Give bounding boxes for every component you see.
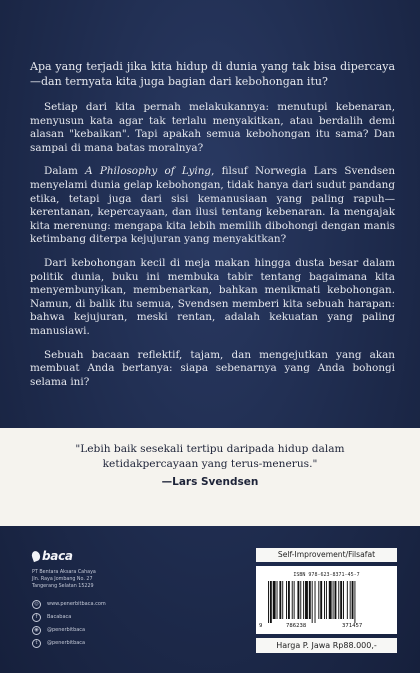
barcode-digits-right: 371457 (342, 623, 363, 629)
website-text: www.penerbitbaca.com (47, 601, 106, 608)
barcode-bar (324, 581, 325, 619)
para2-prefix: Dalam (44, 165, 86, 178)
isbn-label: ISBN 978-623-8371-45-7 (293, 572, 360, 578)
twitter-text: @penerbitbaca (47, 640, 86, 647)
facebook-text: Bacabaca (47, 614, 72, 621)
barcode-bar (312, 581, 313, 623)
barcode-bar (318, 581, 319, 619)
barcode-bar (292, 581, 293, 619)
barcode-bar (326, 581, 327, 619)
social-links (32, 598, 192, 650)
lead-question: Apa yang terjadi jika kita hidup di dunia yang tak bisa dipercaya—dan ternyata kita juga bagian dari kebohongan itu? (30, 60, 395, 88)
barcode-bar (338, 581, 339, 619)
barcode-bar (268, 581, 269, 623)
barcode-bar (300, 581, 301, 619)
barcode-icon (264, 581, 389, 623)
barcode-bar (277, 581, 278, 619)
barcode-bar (309, 581, 311, 619)
blurb-paragraph-4: Sebuah bacaan reflektif, tajam, dan mengejutkan yang akan membuat Anda bertanya: siapa sebenarnya yang Anda bohongi selama ini? (30, 348, 395, 388)
barcode-bar (350, 581, 351, 619)
barcode-bar (320, 581, 322, 619)
blurb-paragraph-3: Dari kebohongan kecil di meja makan hingga dusta besar dalam politik dunia, buku ini membuka tabir tentang bagaimana kita menyembunyikan, membenarkan, bahkan menikmati kebohongan. Namun, di balik itu semua, Svendsen memberi kita sebuah harapan: bahwa kejujuran, meski rentan, adalah kekuatan yang paling manusiawi. (30, 256, 395, 337)
barcode-bar (315, 581, 316, 623)
barcode-bar (333, 581, 334, 619)
globe-icon: ◎ (32, 600, 41, 609)
barcode-bar (294, 581, 295, 619)
address-line: Jln. Raya Jombang No. 27 (32, 577, 93, 583)
book-title-italic: A Philosophy of Lying (85, 165, 212, 178)
publisher-info (32, 548, 192, 650)
barcode-bar (282, 581, 283, 619)
pull-quote: "Lebih baik sesekali tertipu daripada hidup dalam ketidakpercayaan yang terus-menerus." (75, 443, 345, 470)
barcode-bar (273, 581, 276, 619)
barcode-bar (305, 581, 308, 619)
barcode-bar (279, 581, 281, 619)
publisher-logo (32, 548, 192, 564)
barcode-bar (335, 581, 337, 619)
logo-text: baca (42, 549, 73, 563)
price-label: Harga P. Jawa Rp88.000,- (256, 638, 397, 653)
barcode-bar (303, 581, 304, 619)
para2-rest: , filsuf Norwegia Lars Svendsen menyelami dunia gelap kebohongan, tidak hanya dari sudut pandang etika, tetapi juga dari sisi kemanusiaan yang paling rapuh—kerentanan, kepercayaan, dan ilusi tentang kebenaran. Ia mengajak kita merenung: mengapa kita lebih memilih dibohongi dengan manis ketimbang diterpa kejujuran yang menyakitkan? (30, 165, 396, 246)
logo-mark-icon (31, 550, 42, 562)
instagram-text: @penerbitbaca (47, 627, 86, 634)
address-line: Tangerang Selatan 15229 (32, 584, 94, 590)
barcode-bar (354, 581, 355, 623)
publisher-address (32, 569, 192, 591)
quote-author: —Lars Svendsen (161, 476, 259, 488)
twitter-icon: t (32, 639, 41, 648)
barcode-box (256, 566, 397, 634)
blurb-paragraph-1: Setiap dari kita pernah melakukannya: menutupi kebenaran, menyusun kata agar tak terlalu menyakitkan, atau berdalih demi alasan "kebaikan". Tapi apakah semua kebohongan itu sama? Dan sampai di mana batas moralnya? (30, 101, 395, 154)
barcode-bar (343, 581, 344, 619)
facebook-icon: f (32, 613, 41, 622)
barcode-bar (347, 581, 348, 619)
blurb-text (30, 60, 395, 399)
barcode-bar (270, 581, 272, 623)
genre-label: Self-Improvement/Filsafat (256, 548, 397, 562)
blurb-paragraph-2 (30, 165, 395, 247)
barcode-bar (288, 581, 290, 619)
address-line: PT Bentara Aksara Cahaya (32, 570, 96, 575)
twitter-link[interactable] (32, 637, 192, 650)
barcode-bar (340, 581, 342, 619)
barcode-digit-first: 9 (259, 623, 263, 629)
facebook-link[interactable] (32, 611, 192, 624)
barcode-digits-left: 786238 (286, 623, 307, 629)
quote-band (0, 428, 420, 526)
barcode-bar (286, 581, 287, 619)
barcode-bar (329, 581, 332, 619)
instagram-link[interactable] (32, 624, 192, 637)
barcode-bar (352, 581, 354, 619)
instagram-icon: ◉ (32, 626, 41, 635)
website-link[interactable] (32, 598, 192, 611)
barcode-bar (297, 581, 299, 619)
